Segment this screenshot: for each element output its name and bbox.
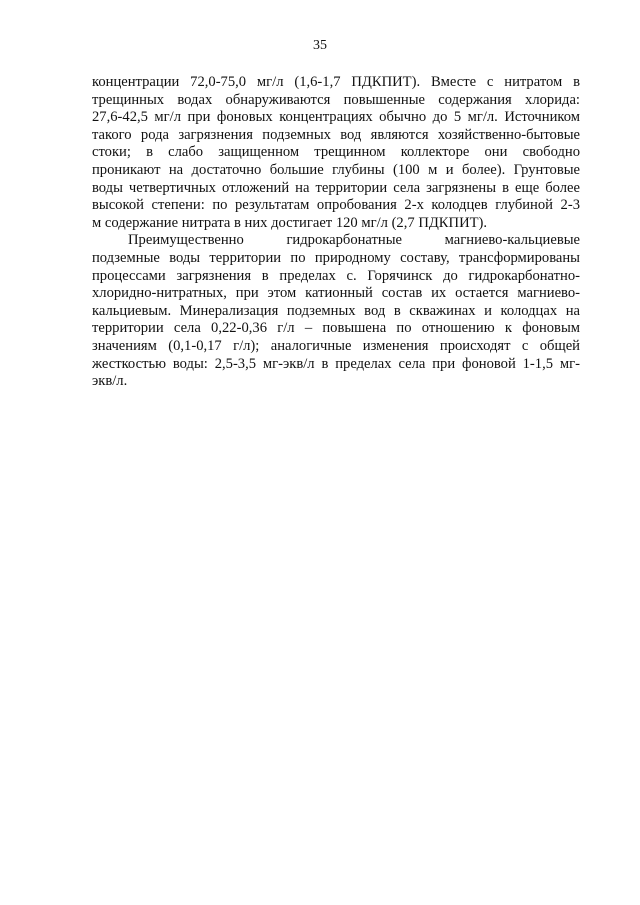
text-line: воды четвертичных отложений на территории села загрязнены в еще более <box>92 179 580 196</box>
body-text <box>92 74 580 391</box>
text-line: экв/л. <box>92 373 128 390</box>
text-line: жесткостью воды: 2,5-3,5 мг-экв/л в пределах села при фоновой 1-1,5 мг- <box>92 355 580 372</box>
text-line: хлоридно-нитратных, при этом катионный состав их остается магниево- <box>92 285 580 302</box>
text-line: территории села 0,22-0,36 г/л – повышена по отношению к фоновым <box>92 320 580 337</box>
text-line: концентрации 72,0-75,0 мг/л (1,6-1,7 ПДКПИТ). Вместе с нитратом в <box>92 74 580 90</box>
page-number: 35 <box>313 38 327 53</box>
text-line: такого рода загрязнения подземных вод являются хозяйственно-бытовые <box>92 126 580 143</box>
text-line: Преимущественно гидрокарбонатные магниево-кальциевые <box>128 232 580 249</box>
text-line: проникают на достаточно большие глубины (100 м и более). Грунтовые <box>92 161 580 178</box>
text-line: значениям (0,1-0,17 г/л); аналогичные изменения происходят с общей <box>92 337 580 354</box>
text-line: трещинных водах обнаруживаются повышенные содержания хлорида: <box>92 91 580 108</box>
text-line: подземные воды территории по природному составу, трансформированы <box>92 249 580 266</box>
text-line: м содержание нитрата в них достигает 120 мг/л (2,7 ПДКПИТ). <box>92 214 488 231</box>
text-line: кальциевым. Минерализация подземных вод в скважинах и колодцах на <box>92 302 580 319</box>
text-line: высокой степени: по результатам опробования 2-х колодцев глубиной 2-3 <box>92 197 580 214</box>
text-line: 27,6-42,5 мг/л при фоновых концентрациях обычно до 5 мг/л. Источником <box>92 109 580 126</box>
paragraph-2 <box>92 232 580 390</box>
text-line: процессами загрязнения в пределах с. Горячинск до гидрокарбонатно- <box>92 267 580 284</box>
paragraph-1 <box>92 74 580 232</box>
text-line: стоки; в слабо защищенном трещинном коллекторе они свободно <box>92 144 580 161</box>
